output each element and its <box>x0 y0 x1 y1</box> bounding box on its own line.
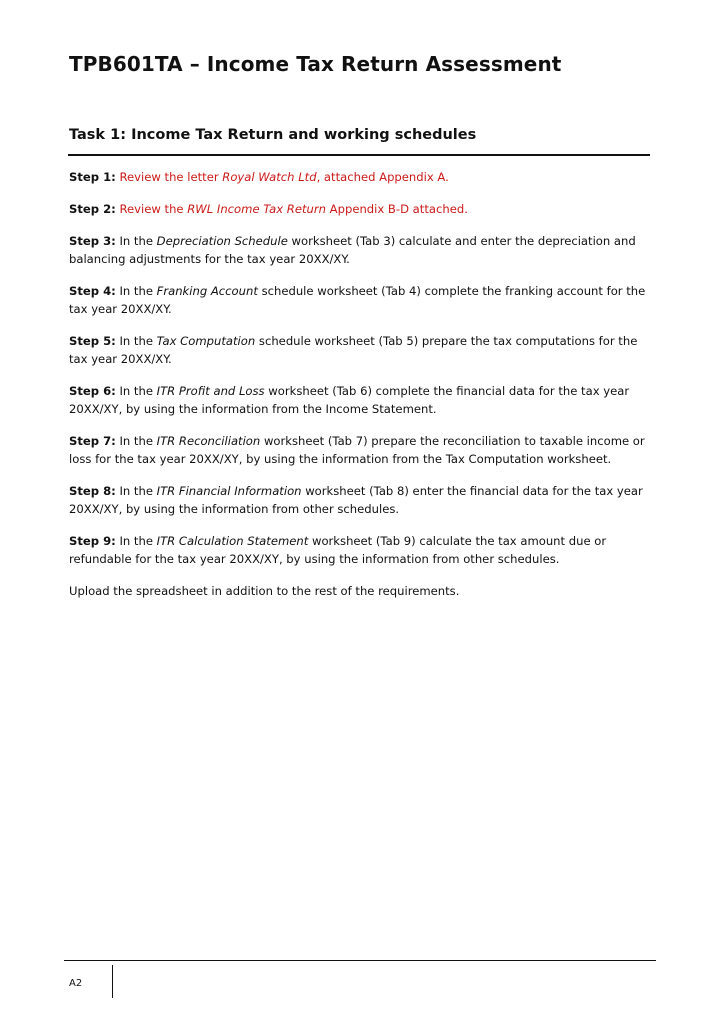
step-text: Review the <box>119 202 188 217</box>
step-text: , attached Appendix A. <box>316 170 449 184</box>
step-label: Step 6: <box>69 384 116 399</box>
step-emphasis: Depreciation Schedule <box>156 234 288 249</box>
step-7 <box>69 433 649 468</box>
step-label: Step 8: <box>69 483 116 498</box>
step-text: In the <box>119 533 157 548</box>
step-8 <box>69 483 649 518</box>
step-3 <box>69 233 649 268</box>
step-text: worksheet (Tab 3) calculate and enter the depreciation and balancing adjustments for the tax year 20XX/XY. <box>69 234 636 267</box>
step-text: worksheet (Tab 8) enter the financial data for the tax year 20XX/XY, by using the information from other schedules. <box>69 483 643 516</box>
step-1 <box>69 169 649 187</box>
task-heading-divider <box>68 154 650 156</box>
step-text: In the <box>119 334 157 349</box>
step-text: worksheet (Tab 9) calculate the tax amount due or refundable for the tax year 20XX/XY, by using the information from other schedules. <box>69 533 607 566</box>
step-label: Step 5: <box>69 334 116 349</box>
step-emphasis: ITR Reconciliation <box>156 434 261 449</box>
step-4 <box>69 283 649 318</box>
step-text: In the <box>119 234 157 249</box>
step-text: Review the letter <box>119 170 223 184</box>
step-emphasis: Royal Watch Ltd <box>222 170 317 184</box>
step-text: schedule worksheet (Tab 5) prepare the tax computations for the tax year 20XX/XY. <box>69 334 638 366</box>
step-text: In the <box>119 384 157 399</box>
page-number: A2 <box>69 978 83 989</box>
step-9 <box>69 533 649 568</box>
step-text: In the <box>119 434 157 449</box>
task-heading: Task 1: Income Tax Return and working schedules <box>69 127 477 143</box>
step-text: In the <box>119 483 157 498</box>
step-label: Step 2: <box>69 202 116 217</box>
step-label: Step 7: <box>69 434 116 449</box>
step-emphasis: ITR Profit and Loss <box>156 384 265 399</box>
step-text: schedule worksheet (Tab 4) complete the franking account for the tax year 20XX/XY. <box>69 284 646 317</box>
step-label: Step 3: <box>69 234 116 249</box>
step-emphasis: ITR Calculation Statement <box>156 533 309 548</box>
step-label: Step 9: <box>69 533 116 548</box>
step-2 <box>69 201 649 219</box>
step-text: worksheet (Tab 7) prepare the reconciliation to taxable income or loss for the tax year 20XX/XY, by using the information from the Tax Computation worksheet. <box>69 434 645 466</box>
closing-instruction: Upload the spreadsheet in addition to the rest of the requirements. <box>69 583 460 598</box>
step-emphasis: Franking Account <box>156 284 258 299</box>
step-5 <box>69 333 649 368</box>
step-emphasis: Tax Computation <box>156 334 256 349</box>
step-label: Step 4: <box>69 284 116 299</box>
step-text: worksheet (Tab 6) complete the financial data for the tax year 20XX/XY, by using the information from the Income Statement. <box>69 384 630 416</box>
step-6 <box>69 383 649 418</box>
steps-list <box>69 169 649 600</box>
step-emphasis: RWL Income Tax Return <box>187 202 326 217</box>
footer-divider <box>112 965 113 998</box>
step-emphasis: ITR Financial Information <box>156 483 302 498</box>
footer-rule <box>64 960 656 961</box>
step-text: In the <box>119 284 157 299</box>
document-title: TPB601TA – Income Tax Return Assessment <box>69 52 562 76</box>
step-text: Appendix B-D attached. <box>325 202 468 217</box>
step-label: Step 1: <box>69 170 116 184</box>
